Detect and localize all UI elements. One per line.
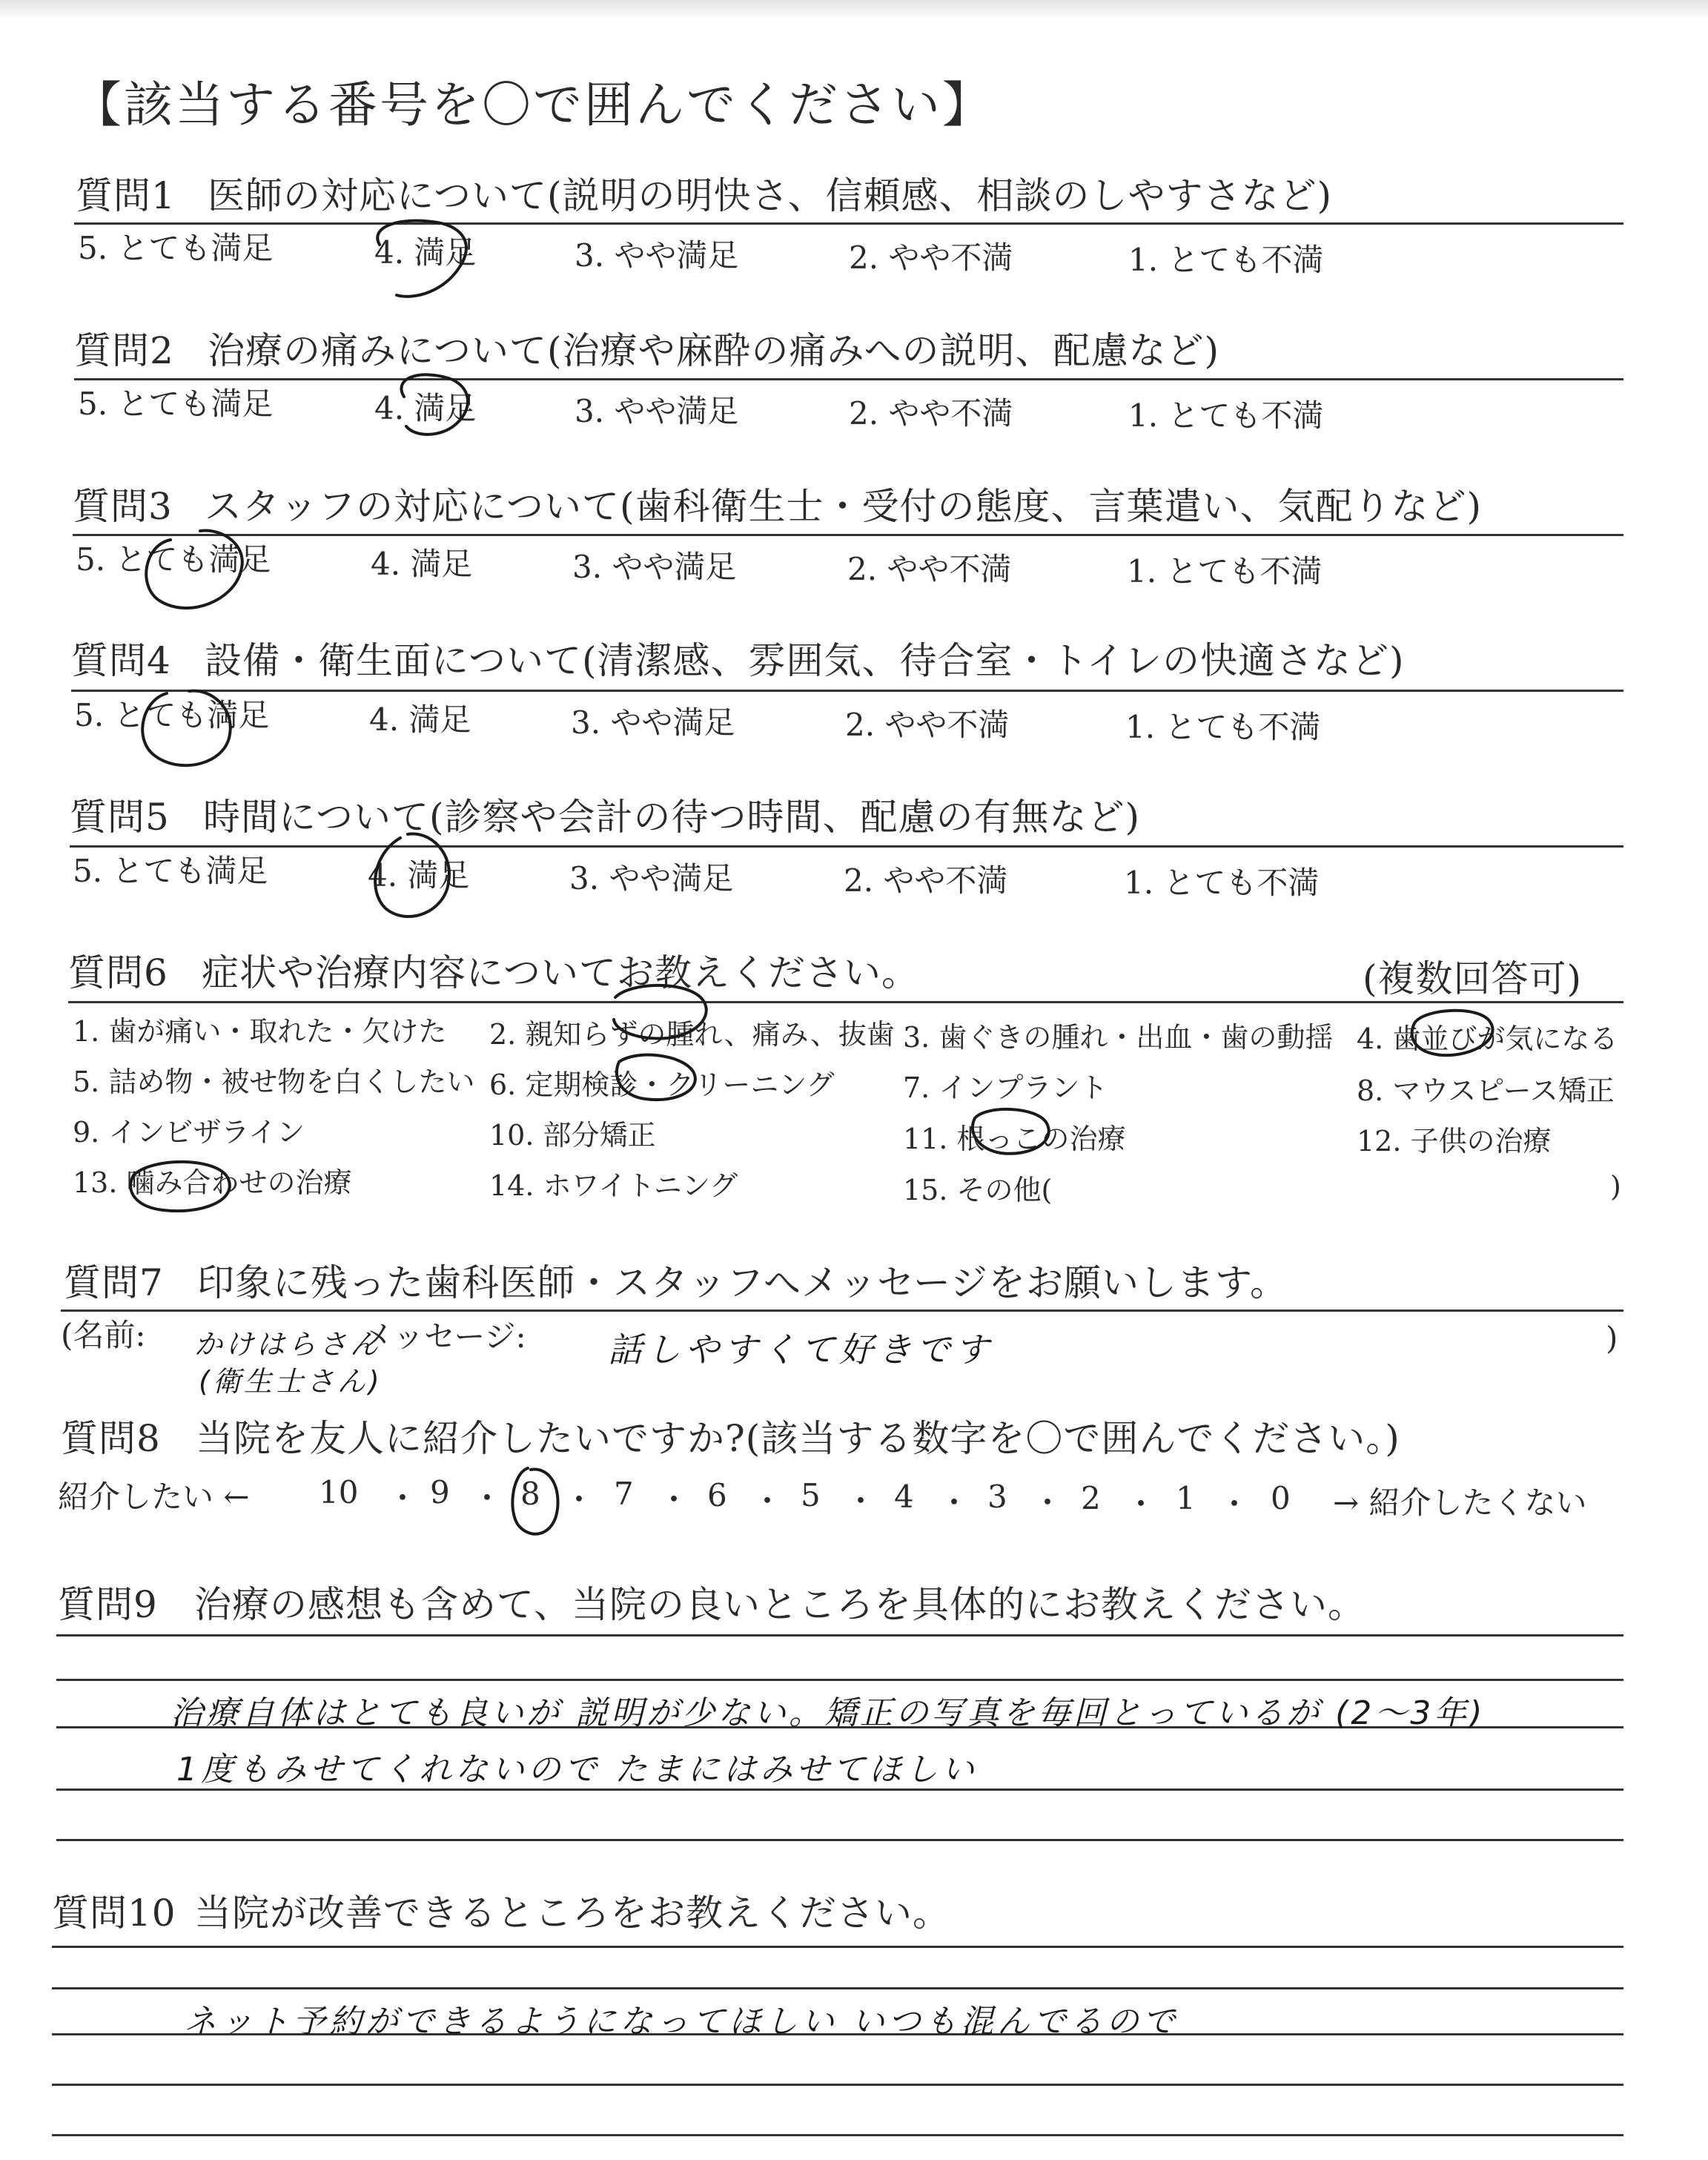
- q4-option-1[interactable]: 1. とても不満: [1125, 709, 1321, 745]
- q6-option-9[interactable]: 9. インビザライン: [73, 1116, 305, 1149]
- q5-option-3[interactable]: 3. やや満足: [569, 860, 734, 896]
- q1-option-2[interactable]: 2. やや不満: [849, 240, 1013, 276]
- q4-text: 設備・衛生面について(清潔感、雰囲気、待合室・トイレの快適さなど): [205, 639, 1405, 682]
- q7-message-label: メッセージ:: [362, 1318, 526, 1355]
- q8-sep: ・: [752, 1483, 784, 1519]
- q8-sep: ・: [1032, 1484, 1064, 1521]
- q2-option-3[interactable]: 3. やや満足: [575, 393, 739, 429]
- q7-name-handwritten[interactable]: かけはらさん: [194, 1328, 382, 1361]
- q8-left-label: 紹介したい ←: [58, 1479, 250, 1515]
- q7-name-label: (名前:: [61, 1317, 146, 1353]
- q6-label: 質問6: [68, 951, 168, 994]
- q5-option-4[interactable]: 4. 満足: [368, 857, 470, 894]
- q8-text: 当院を友人に紹介したいですか?(該当する数字を〇で囲んでください。): [196, 1417, 1400, 1460]
- q6-option-15[interactable]: 15. その他(: [903, 1174, 1053, 1206]
- q8-sep: ・: [658, 1482, 690, 1518]
- q1-option-5[interactable]: 5. とても満足: [78, 230, 274, 266]
- q8-selection-circle: [512, 1468, 557, 1534]
- q8-scale-2[interactable]: 2: [1081, 1480, 1101, 1516]
- q6-option-11[interactable]: 11. 根っこの治療: [903, 1123, 1126, 1155]
- q8-scale-7[interactable]: 7: [614, 1476, 634, 1512]
- q5-text: 時間について(診察や会計の待つ時間、配慮の有無など): [203, 796, 1141, 839]
- q4-option-2[interactable]: 2. やや不満: [845, 707, 1010, 743]
- q6-option-5[interactable]: 5. 詰め物・被せ物を白くしたい: [73, 1066, 475, 1098]
- q8-sep: ・: [939, 1484, 970, 1521]
- q7-message-handwritten[interactable]: 話しやすくて好きです: [608, 1330, 993, 1370]
- q8-scale-6[interactable]: 6: [707, 1477, 727, 1513]
- q10-answer-line-1[interactable]: ネット予約ができるようになってほしい いつも混んでるので: [184, 2003, 1179, 2041]
- q8-sep: ・: [1125, 1486, 1157, 1522]
- q8-scale-0[interactable]: 0: [1271, 1480, 1291, 1516]
- q3-label: 質問3: [73, 485, 173, 528]
- q8-sep: ・: [845, 1483, 877, 1519]
- q9-answer-line-1[interactable]: 治療自体はとても良いが 説明が少ない。矯正の写真を毎回とっているが (2〜3年): [171, 1694, 1486, 1732]
- q8-sep: ・: [1219, 1486, 1251, 1522]
- q8-scale-9[interactable]: 9: [430, 1474, 450, 1510]
- q1-text: 医師の対応について(説明の明快さ、信頼感、相談のしやすさなど): [208, 174, 1333, 217]
- q3-option-5[interactable]: 5. とても満足: [76, 541, 271, 578]
- q3-option-4[interactable]: 4. 満足: [371, 546, 473, 582]
- q6-option-2[interactable]: 2. 親知らずの腫れ、痛み、抜歯: [489, 1018, 895, 1051]
- q8-scale-8[interactable]: 8: [520, 1476, 540, 1512]
- q7-label: 質問7: [64, 1261, 164, 1304]
- q1-option-3[interactable]: 3. やや満足: [575, 237, 739, 274]
- q2-text: 治療の痛みについて(治療や麻酔の痛みへの説明、配慮など): [208, 329, 1220, 372]
- q8-sep: ・: [387, 1480, 419, 1516]
- q9-text: 治療の感想も含めて、当院の良いところを具体的にお教えください。: [194, 1583, 1366, 1626]
- q2-option-5[interactable]: 5. とても満足: [78, 386, 274, 422]
- q6-other-close-paren: ): [1610, 1170, 1621, 1203]
- q1-selection-circle: [377, 221, 466, 297]
- q2-option-1[interactable]: 1. とても不満: [1128, 397, 1324, 434]
- q6-selection-circle-6: [617, 1055, 695, 1100]
- q4-option-4[interactable]: 4. 満足: [369, 701, 471, 738]
- q8-scale-5[interactable]: 5: [801, 1477, 821, 1513]
- q8-label: 質問8: [61, 1417, 161, 1460]
- q6-text: 症状や治療内容についてお教えください。: [202, 951, 919, 994]
- q8-scale-4[interactable]: 4: [894, 1479, 914, 1515]
- q6-option-6[interactable]: 6. 定期検診・クリーニング: [489, 1069, 835, 1101]
- q6-option-8[interactable]: 8. マウスピース矯正: [1357, 1074, 1615, 1107]
- q9-answer-line-2[interactable]: 1度もみせてくれないので たまにはみせてほしい: [176, 1751, 978, 1789]
- q6-option-13[interactable]: 13. 噛み合わせの治療: [73, 1166, 352, 1199]
- q6-option-12[interactable]: 12. 子供の治療: [1357, 1125, 1552, 1157]
- q4-selection-circle: [142, 691, 231, 766]
- q2-option-2[interactable]: 2. やや不満: [849, 395, 1013, 432]
- q5-option-5[interactable]: 5. とても満足: [73, 853, 268, 889]
- q3-selection-circle: [146, 531, 242, 608]
- q8-right-label: → 紹介したくない: [1333, 1484, 1587, 1521]
- q7-text: 印象に残った歯科医師・スタッフへメッセージをお願いします。: [197, 1261, 1288, 1304]
- q6-option-14[interactable]: 14. ホワイトニング: [489, 1169, 738, 1202]
- q9-label: 質問9: [58, 1583, 158, 1626]
- q3-option-1[interactable]: 1. とても不満: [1127, 553, 1323, 589]
- q4-option-3[interactable]: 3. やや満足: [571, 704, 735, 741]
- q6-note: (複数回答可): [1363, 957, 1583, 1000]
- q5-selection-circle: [375, 833, 449, 916]
- q6-option-7[interactable]: 7. インプラント: [903, 1071, 1108, 1104]
- q4-option-5[interactable]: 5. とても満足: [74, 697, 270, 733]
- q8-scale-1[interactable]: 1: [1176, 1480, 1196, 1516]
- q7-role-handwritten: (衛生士さん): [199, 1365, 383, 1398]
- q6-option-10[interactable]: 10. 部分矯正: [489, 1119, 656, 1152]
- page-title: 【該当する番号を〇で囲んでください】: [73, 76, 993, 133]
- q6-selection-circle-13: [130, 1162, 230, 1211]
- q1-option-1[interactable]: 1. とても不満: [1128, 242, 1324, 278]
- q5-option-1[interactable]: 1. とても不満: [1124, 865, 1320, 901]
- q6-selection-circle-2: [614, 985, 706, 1039]
- q6-option-3[interactable]: 3. 歯ぐきの腫れ・出血・歯の動揺: [903, 1021, 1334, 1054]
- q7-close-paren: ): [1606, 1320, 1618, 1356]
- q8-scale-3[interactable]: 3: [987, 1479, 1007, 1515]
- q5-label: 質問5: [70, 796, 170, 839]
- q2-option-4[interactable]: 4. 満足: [374, 390, 477, 426]
- q6-selection-circle-4: [1412, 1011, 1493, 1055]
- q6-selection-circle-11: [973, 1109, 1049, 1154]
- q6-option-1[interactable]: 1. 歯が痛い・取れた・欠けた: [73, 1015, 447, 1048]
- q3-option-2[interactable]: 2. やや不満: [847, 551, 1012, 587]
- q1-option-4[interactable]: 4. 満足: [374, 234, 477, 271]
- q2-selection-circle: [401, 374, 468, 435]
- q2-label: 質問2: [74, 329, 174, 372]
- q5-option-2[interactable]: 2. やや不満: [844, 862, 1008, 899]
- q10-text: 当院が改善できるところをお教えください。: [194, 1892, 950, 1935]
- q8-sep: ・: [563, 1482, 595, 1518]
- q3-option-3[interactable]: 3. やや満足: [572, 549, 737, 585]
- q10-label: 質問10: [52, 1892, 176, 1935]
- q6-option-4[interactable]: 4. 歯並びが気になる: [1357, 1023, 1618, 1055]
- q8-scale-10[interactable]: 10: [319, 1474, 359, 1510]
- q1-label: 質問1: [76, 174, 176, 217]
- q3-text: スタッフの対応について(歯科衛生士・受付の態度、言葉遣い、気配りなど): [205, 485, 1483, 528]
- q8-sep: ・: [471, 1480, 503, 1516]
- q4-label: 質問4: [71, 639, 171, 682]
